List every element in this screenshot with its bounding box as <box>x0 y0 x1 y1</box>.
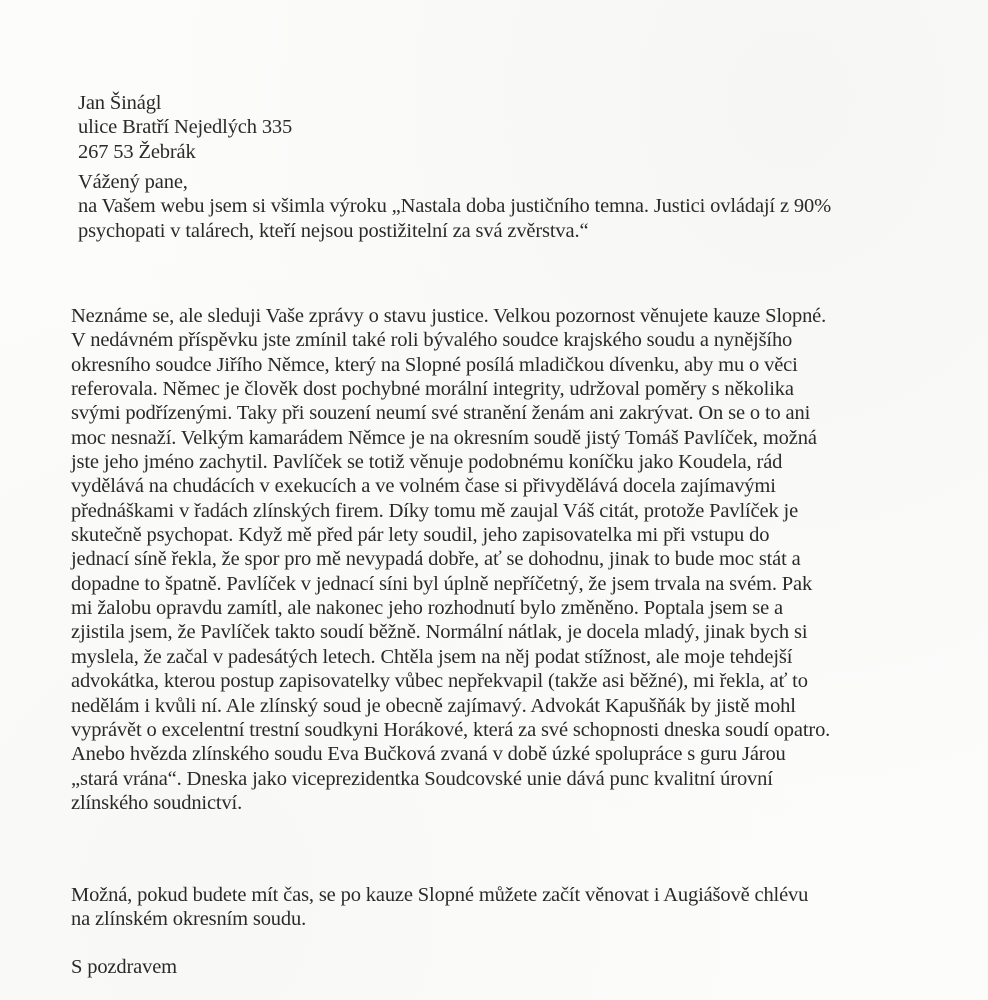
body-line: nedělám i kvůli ní. Ale zlínský soud je obecně zajímavý. Advokát Kapušňák by jistě mohl <box>71 694 796 717</box>
body-line: jste jeho jméno zachytil. Pavlíček se totiž věnuje podobnému koníčku jako Koudela, rád <box>71 451 783 474</box>
closing-line: Možná, pokud budete mít čas, se po kauze Slopné můžete začít věnovat i Augiášově chlévu <box>71 884 809 906</box>
body-line: myslela, že začal v padesátých letech. Chtěla jsem na něj podat stížnost, ale moje tehdejší <box>71 645 793 668</box>
closing-paragraph <box>71 883 808 932</box>
body-line: okresního soudce Jiřího Němce, který na Slopné posílá mladičkou dívenku, aby mu o věci <box>71 353 798 376</box>
body-line: moc nesnaží. Velkým kamarádem Němce je na okresním soudě jistý Tomáš Pavlíček, možná <box>71 426 817 449</box>
body-line: dopadne to špatně. Pavlíček v jednací síni byl úplně nepříčetný, že jsem trvala na svém. Pak <box>71 572 813 595</box>
body-line: přednáškami v řadách zlínských firem. Díky tomu mě zaujal Váš citát, protože Pavlíček je <box>71 499 799 522</box>
body-line: jednací síně řekla, že spor pro mě nevypadá dobře, ať se dohodnu, jinak to bude moc stát a <box>71 548 801 571</box>
body-line: Anebo hvězda zlínského soudu Eva Bučková zvaná v době úzké spolupráce s guru Járou <box>71 743 786 766</box>
salutation-block <box>78 170 831 243</box>
body-line: Neznáme se, ale sleduji Vaše zprávy o stavu justice. Velkou pozornost věnujete kauze Slopné. <box>71 305 827 327</box>
body-line: skutečně psychopat. Když mě před pár lety soudil, jeho zapisovatelka mi při vstupu do <box>71 524 770 547</box>
signoff-text: S pozdravem <box>71 956 177 978</box>
body-paragraph <box>71 304 830 815</box>
body-line: vydělává na chudácích v exekucích a ve volném čase si přivydělává docela zajímavými <box>71 475 776 498</box>
body-line: V nedávném příspěvku jste zmínil také roli bývalého soudce krajského soudu a nynějšího <box>71 329 793 352</box>
body-line: referovala. Němec je člověk dost pochybné morální integrity, udržoval poměry s několika <box>71 378 794 401</box>
recipient-name: Jan Šinágl <box>78 92 162 114</box>
body-line: advokátka, kterou postup zapisovatelky vůbec nepřekvapil (takže asi běžné), mi řekla, ať to <box>71 670 808 693</box>
recipient-street: ulice Bratří Nejedlých 335 <box>78 116 293 139</box>
body-line: zlínského soudnictví. <box>71 791 243 814</box>
intro-line: na Vašem webu jsem si všimla výroku „Nastala doba justičního temna. Justici ovládají z 90% <box>78 195 832 218</box>
recipient-city: 267 53 Žebrák <box>78 140 196 163</box>
closing-line: na zlínském okresním soudu. <box>71 908 307 931</box>
body-line: svými podřízenými. Taky při souzení neumí své stranění ženám ani zakrývat. On se o to ani <box>71 402 811 425</box>
body-line: vyprávět o excelentní trestní soudkyni Horákové, která za své schopnosti dneska soudí opatro. <box>71 718 831 741</box>
body-line: mi žalobu opravdu zamítl, ale nakonec jeho rozhodnutí bylo změněno. Poptala jsem se a <box>71 597 783 620</box>
intro-line: psychopati v talárech, kteří nejsou postižitelní za svá zvěrstva.“ <box>78 219 589 242</box>
body-line: „stará vrána“. Dneska jako viceprezidentka Soudcovské unie dává punc kvalitní úrovní <box>71 767 773 790</box>
body-line: zjistila jsem, že Pavlíček takto soudí běžně. Normální nátlak, je docela mladý, jinak bych si <box>71 621 808 644</box>
signoff <box>71 955 177 979</box>
recipient-address-block <box>78 91 292 164</box>
salutation: Vážený pane, <box>78 171 188 193</box>
